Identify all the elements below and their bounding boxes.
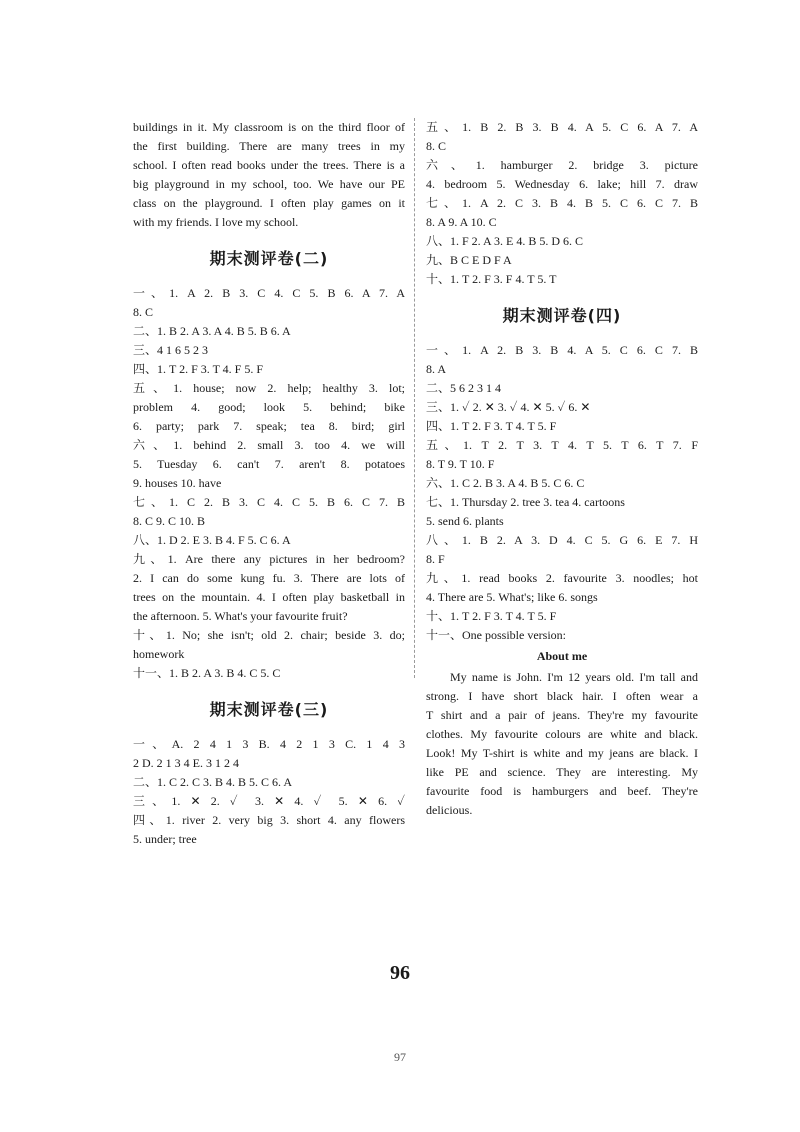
answer-line: 十、1. T 2. F 3. T 4. T 5. F	[426, 609, 557, 623]
answers-test4	[426, 341, 698, 645]
text-line: big playground in my school, too. We have our PE	[133, 177, 405, 191]
answer-line: 8. C	[426, 139, 447, 153]
answer-line: 七、1. A 2. C 3. B 4. B 5. C 6. C 7. B	[426, 196, 698, 210]
answers-test3	[133, 735, 405, 849]
text-line: Look! My T-shirt is white and my jeans are black. I	[426, 746, 698, 760]
text-line: buildings in it. My classroom is on the third floor of	[133, 120, 405, 134]
text-line: class on the playground. I often play games on it	[133, 196, 405, 210]
text-line: school. I often read books under the trees. There is a	[133, 158, 405, 172]
answer-line: 二、1. B 2. A 3. A 4. B 5. B 6. A	[133, 324, 291, 338]
answer-line: 四、1. T 2. F 3. T 4. F 5. F	[133, 362, 264, 376]
section-heading-test3: 期末测评卷(三)	[209, 700, 329, 719]
answer-line: 8. C 9. C 10. B	[133, 514, 206, 528]
answer-line: 9. houses 10. have	[133, 476, 222, 490]
answer-line: 8. C	[133, 305, 154, 319]
answer-line: problem 4. good; look 5. behind; bike	[133, 400, 405, 414]
answer-line: 八、1. F 2. A 3. E 4. B 5. D 6. C	[426, 234, 584, 248]
text-line: the first building. There are many trees in my	[133, 139, 405, 153]
answer-line: 二、1. C 2. C 3. B 4. B 5. C 6. A	[133, 775, 293, 789]
answer-line: 5. under; tree	[133, 832, 197, 846]
text-line: like PE and science. They are interesting. My	[426, 765, 698, 779]
answer-line: 8. A	[426, 362, 447, 376]
answer-line: 8. T 9. T 10. F	[426, 457, 495, 471]
footer-page-number: 97	[394, 1050, 406, 1064]
intro-paragraph	[133, 118, 405, 232]
answer-line: 8. F	[426, 552, 445, 566]
essay-title: About me	[536, 649, 588, 663]
answer-line: 4. There are 5. What's; like 6. songs	[426, 590, 598, 604]
answer-line: 5. send 6. plants	[426, 514, 504, 528]
answer-line: 五、1. house; now 2. help; healthy 3. lot;	[133, 381, 405, 395]
answer-line: 十一、1. B 2. A 3. B 4. C 5. C	[133, 666, 281, 680]
right-column	[426, 118, 698, 820]
essay-paragraph	[426, 668, 698, 820]
answer-line: 一、A. 2 4 1 3 B. 4 2 1 3 C. 1 4 3	[133, 737, 405, 751]
answer-line: 二、5 6 2 3 1 4	[426, 381, 502, 395]
answer-line: 一、1. A 2. B 3. C 4. C 5. B 6. A 7. A	[133, 286, 405, 300]
answer-line: 五、1. T 2. T 3. T 4. T 5. T 6. T 7. F	[426, 438, 698, 452]
answer-line: 十一、One possible version:	[426, 628, 566, 642]
answer-line: 4. bedroom 5. Wednesday 6. lake; hill 7. draw	[426, 177, 698, 191]
answer-line: 六、1. hamburger 2. bridge 3. picture	[426, 158, 698, 172]
section-heading-test4: 期末测评卷(四)	[502, 306, 622, 325]
answer-line: 三、4 1 6 5 2 3	[133, 343, 209, 357]
answer-line: 五、1. B 2. B 3. B 4. A 5. C 6. A 7. A	[426, 120, 698, 134]
answer-line: 九、1. Are there any pictures in her bedroom?	[133, 552, 405, 566]
answer-line: trees on the mountain. 4. I often play basketball in	[133, 590, 405, 604]
page-number: 96	[390, 962, 410, 984]
answer-line: 八、1. B 2. A 3. D 4. C 5. G 6. E 7. H	[426, 533, 698, 547]
answer-line: 三、1. ✕ 2. ✓ 3. ✕ 4. ✓ 5. ✕ 6. ✓	[133, 794, 405, 808]
text-line: favourite food is hamburgers and beef. They're	[426, 784, 698, 798]
answer-line: 8. A 9. A 10. C	[426, 215, 497, 229]
answer-line: 九、1. read books 2. favourite 3. noodles; hot	[426, 571, 698, 585]
answer-line: 八、1. D 2. E 3. B 4. F 5. C 6. A	[133, 533, 291, 547]
answer-line: 6. party; park 7. speak; tea 8. bird; girl	[133, 419, 405, 433]
answer-line: 七、1. C 2. B 3. C 4. C 5. B 6. C 7. B	[133, 495, 405, 509]
answer-line: 十、1. No; she isn't; old 2. chair; beside 3. do;	[133, 628, 405, 642]
text-line: delicious.	[426, 803, 473, 817]
answer-line: 5. Tuesday 6. can't 7. aren't 8. potatoes	[133, 457, 405, 471]
answer-line: 九、B C E D F A	[426, 253, 512, 267]
answer-line: 七、1. Thursday 2. tree 3. tea 4. cartoons	[426, 495, 625, 509]
text-line: with my friends. I love my school.	[133, 215, 299, 229]
answers-test2	[133, 284, 405, 683]
text-line: clothes. My favourite colours are white and black.	[426, 727, 698, 741]
answer-line: 六、1. behind 2. small 3. too 4. we will	[133, 438, 405, 452]
answer-line: 四、1. river 2. very big 3. short 4. any flowers	[133, 813, 405, 827]
answer-line: homework	[133, 647, 185, 661]
answer-line: 一、1. A 2. B 3. B 4. A 5. C 6. C 7. B	[426, 343, 698, 357]
answer-line: 四、1. T 2. F 3. T 4. T 5. F	[426, 419, 557, 433]
answer-line: 三、1. ✓ 2. ✕ 3. ✓ 4. ✕ 5. ✓ 6. ✕	[426, 400, 591, 414]
answer-line: 2. I can do some kung fu. 3. There are lots of	[133, 571, 405, 585]
answer-line: 六、1. C 2. B 3. A 4. B 5. C 6. C	[426, 476, 585, 490]
text-line: T shirt and a pair of jeans. They're my favourite	[426, 708, 698, 722]
answer-line: 2 D. 2 1 3 4 E. 3 1 2 4	[133, 756, 239, 770]
text-line: My name is John. I'm 12 years old. I'm tall and	[450, 670, 698, 684]
section-heading-test2: 期末测评卷(二)	[209, 249, 329, 268]
left-column	[133, 118, 405, 849]
text-line: strong. I have short black hair. I often wear a	[426, 689, 698, 703]
answer-line: the afternoon. 5. What's your favourite fruit?	[133, 609, 348, 623]
column-divider	[414, 118, 415, 678]
answer-line: 十、1. T 2. F 3. F 4. T 5. T	[426, 272, 557, 286]
answers-test3-continued	[426, 118, 698, 289]
